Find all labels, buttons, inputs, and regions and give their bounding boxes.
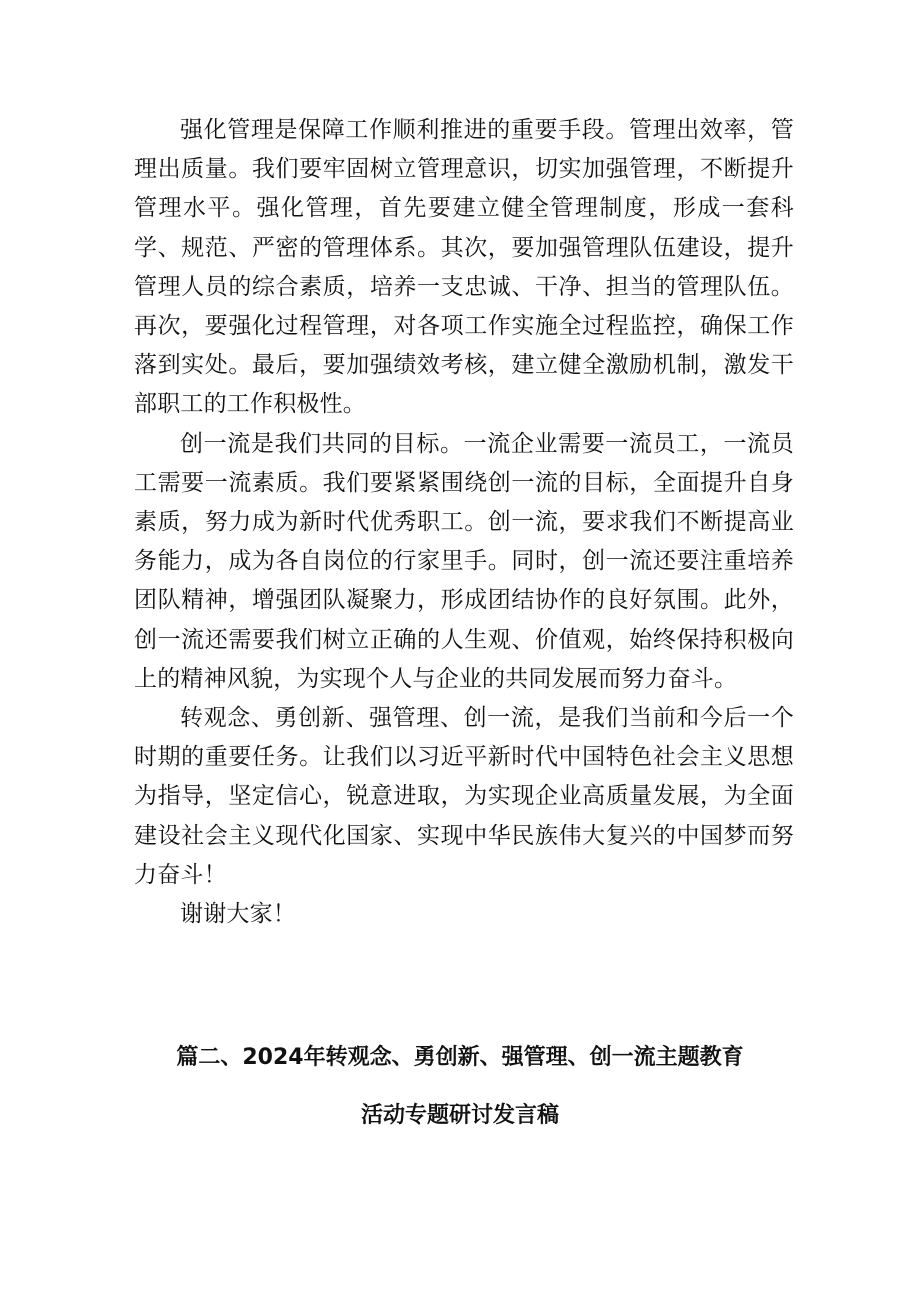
- paragraph-first-class: 创一流是我们共同的目标。一流企业需要一流员工，一流员工需要一流素质。我们要紧紧围绕创一流的目标，全面提升自身素质，努力成为新时代优秀职工。创一流，要求我们不断提高业务能力，成为各自岗位的行家里手。同时，创一流还要注重培养团队精神，增强团队凝聚力，形成团结协作的良好氛围。此外，创一流还需要我们树立正确的人生观、价值观，始终保持积极向上的精神风貌，为实现个人与企业的共同发展而努力奋斗。: [134, 430, 794, 692]
- paragraph-thanks: 谢谢大家！: [180, 901, 296, 928]
- body-text: [134, 111, 794, 934]
- paragraph-conclusion: 转观念、勇创新、强管理、创一流，是我们当前和今后一个时期的重要任务。让我们以习近平新时代中国特色社会主义思想为指导，坚定信心，锐意进取，为实现企业高质量发展，为全面建设社会主义现代化国家、实现中华民族伟大复兴的中国梦而努力奋斗！: [134, 705, 794, 888]
- section-heading-line-1: 篇二、2024年转观念、勇创新、强管理、创一流主题教育: [176, 1045, 744, 1070]
- section-heading-line-2: 活动专题研讨发言稿: [360, 1103, 559, 1128]
- paragraph-management: 强化管理是保障工作顺利推进的重要手段。管理出效率，管理出质量。我们要牢固树立管理意识，切实加强管理，不断提升管理水平。强化管理，首先要建立健全管理制度，形成一套科学、规范、严密的管理体系。其次，要加强管理队伍建设，提升管理人员的综合素质，培养一支忠诚、干净、担当的管理队伍。再次，要强化过程管理，对各项工作实施全过程监控，确保工作落到实处。最后，要加强绩效考核，建立健全激励机制，激发干部职工的工作积极性。: [134, 117, 794, 418]
